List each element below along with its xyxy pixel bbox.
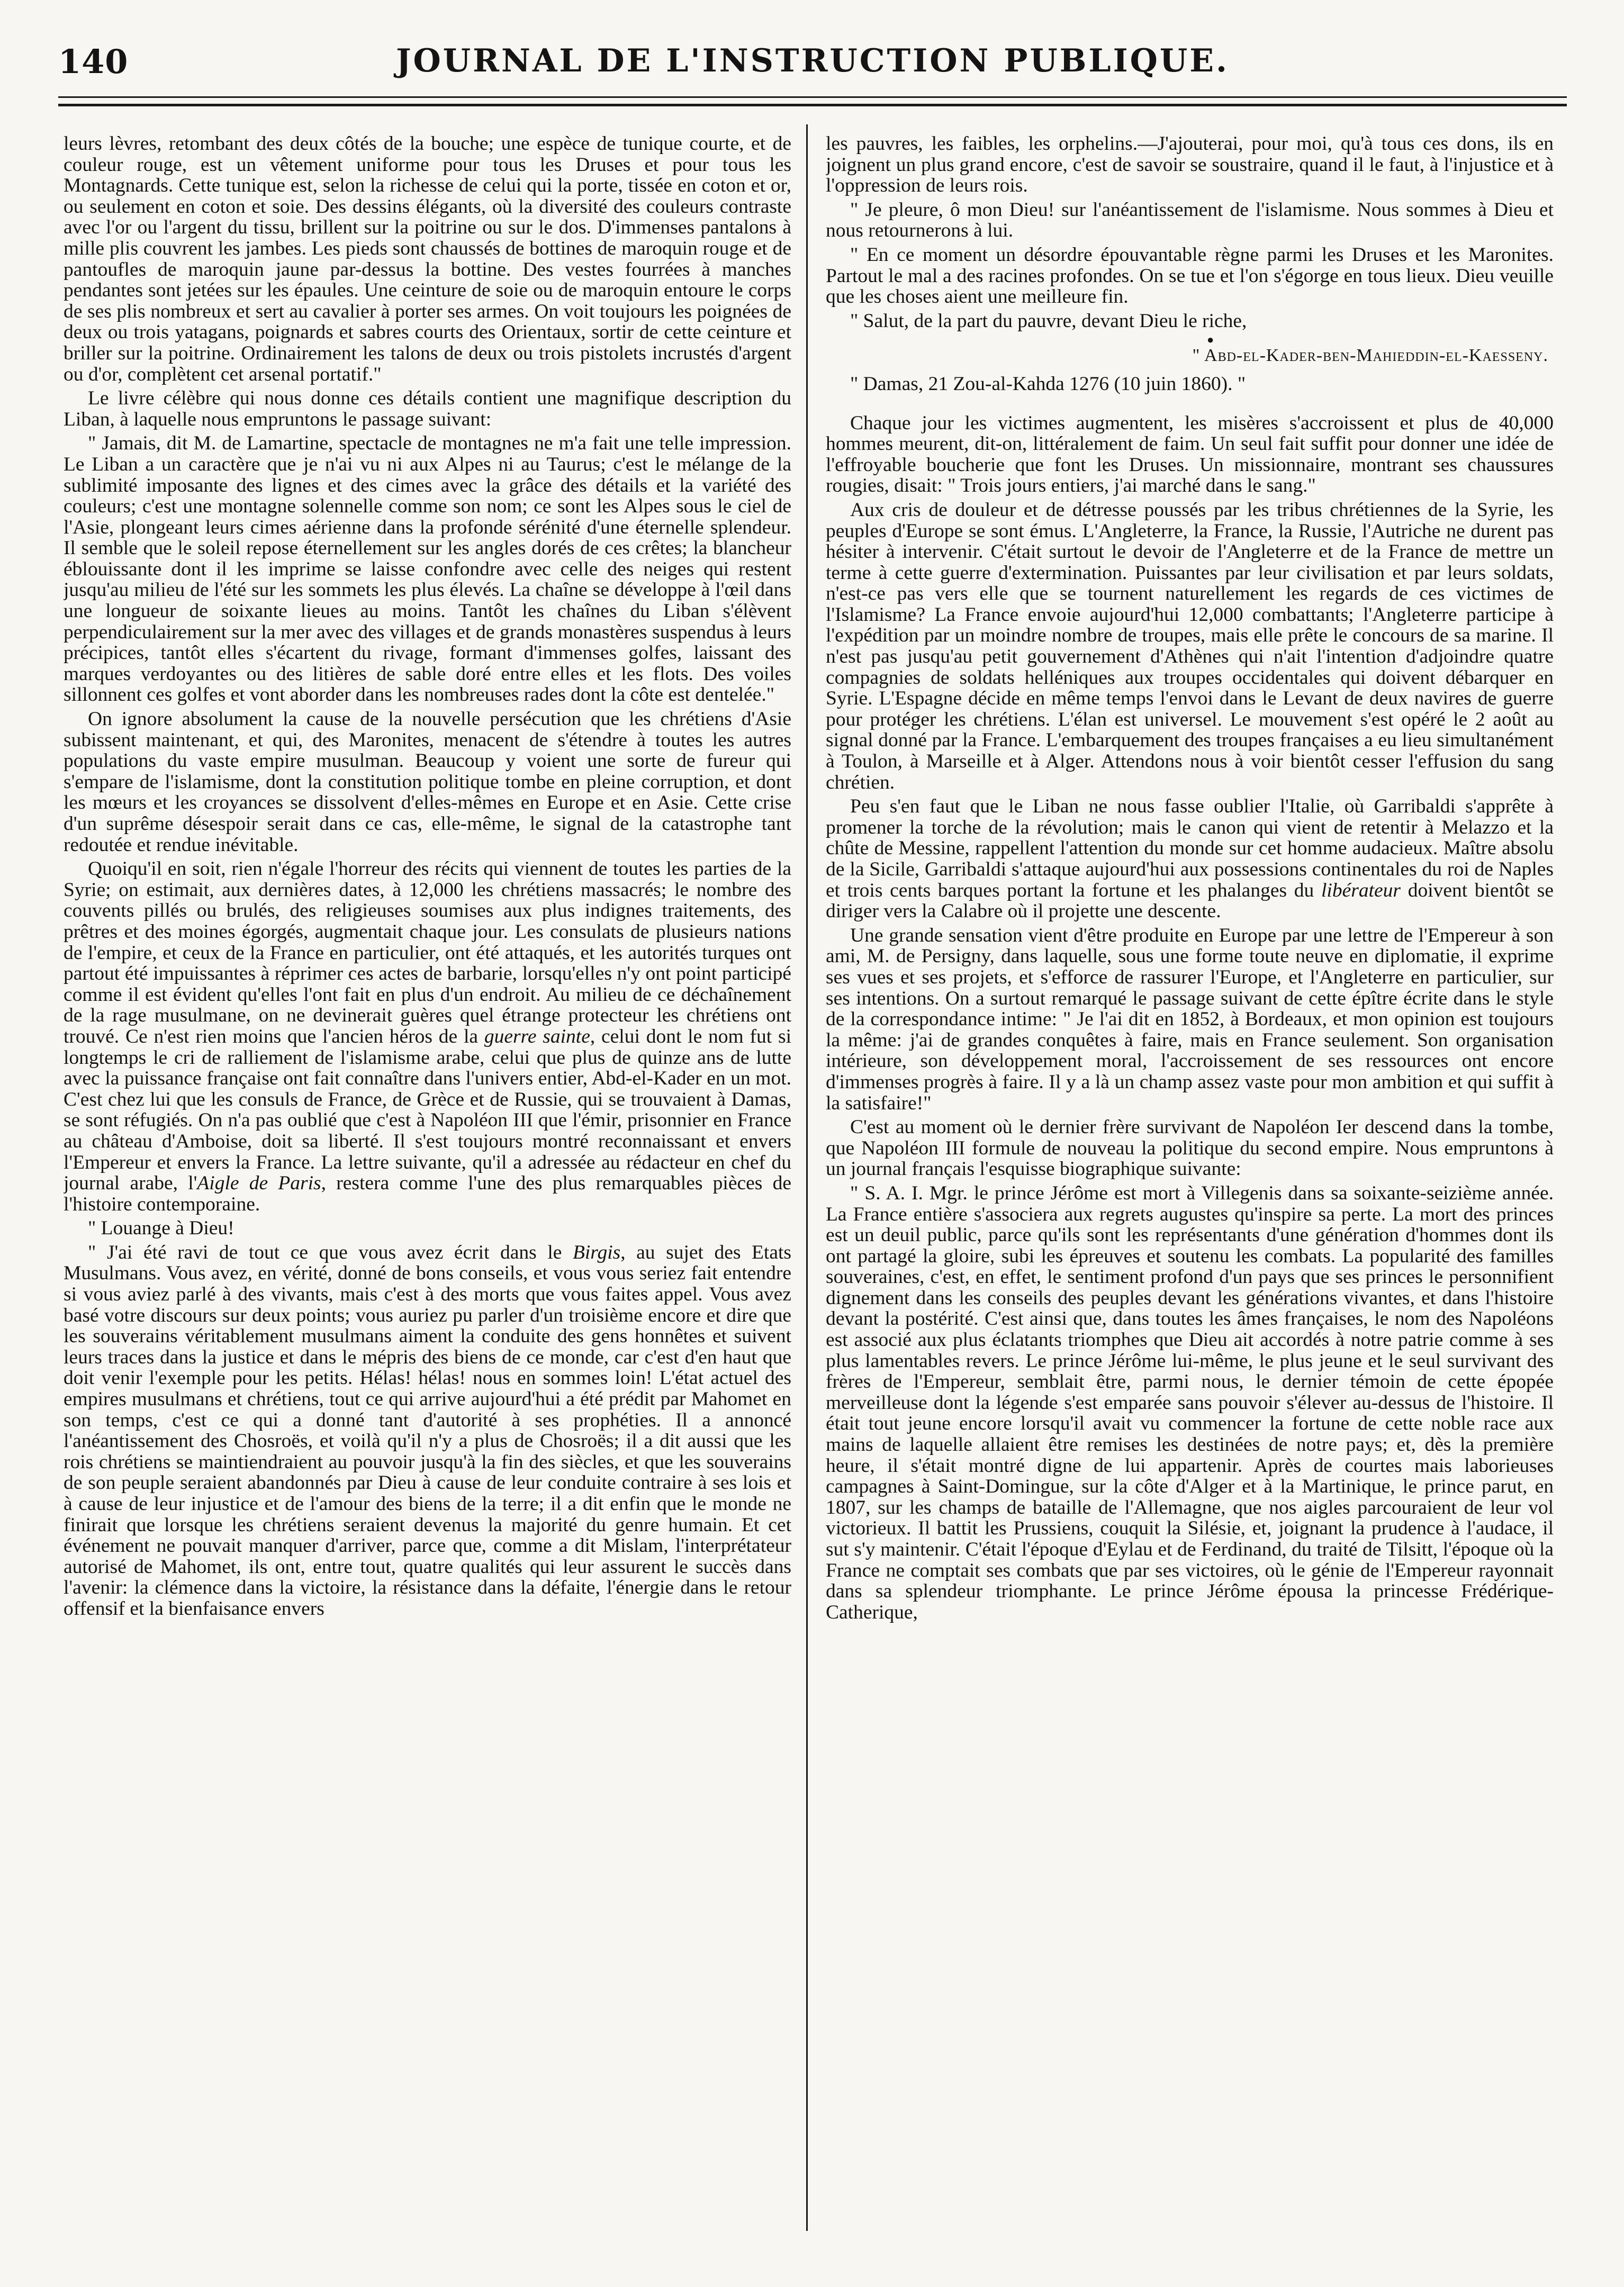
text-run: Quoiqu'il en soit, rien n'égale l'horreur des récits qui viennent de toutes les parties de la Syrie; on estimait, aux dernières dates, à 12,000 les chrétiens massacrés; le nombre des couvents pillés ou brulés, des religieuses soumises aux plus indignes traitements, des prêtres et des moines égorgés, augmentait chaque jour. Les consulats de plusieurs nations de l'empire, et ceux de la France en particulier, ont été attaqués, et les autorités turques ont partout été impuissantes à réprimer ces actes de barbarie, lorsqu'elles n'y ont point participé comme il est évident qu'elles l'ont fait en plus d'un endroit. Au milieu de ce déchaînement de la rage musulmane, on ne devinerait guères quel étrange protecteur les chrétiens ont trouvé. Ce n'est rien moins que l'ancien héros de la [64, 858, 791, 1047]
italic-text: Aigle de Paris [197, 1172, 321, 1195]
page-header [58, 42, 1567, 85]
paragraph: leurs lèvres, retombant des deux côtés de la bouche; une espèce de tunique courte, et de couleur rouge, est un vêtement uniforme pour tous les Druses et pour tous les Montagnards. Cette tunique est, selon la richesse de celui qui la porte, tissée en coton et or, ou seulement en coton et soie. Des dessins élégants, où la diversité des couleurs contraste avec l'or ou l'argent du tissu, brillent sur la poitrine ou sur le dos. D'immenses pantalons à mille plis couvrent les jambes. Les pieds sont chaussés de bottines de maroquin rouge et de pantoufles de maroquin jaune par-dessus la bottine. Des vestes fourrées à manches pendantes sont jetées sur les épaules. Une ceinture de soie ou de maroquin entoure le corps de ses plis nombreux et sert au cavalier à porter ses armes. On voit toujours les poignées de deux ou trois yatagans, poignards et sabres courts des Orientaux, sortir de cette ceinture et briller sur la poitrine. Ordinairement les talons de deux ou trois pistolets incrustés d'argent ou d'or, complètent cet arsenal portatif." [64, 133, 791, 385]
text-run: , celui dont le nom fut si longtemps le cri de ralliement de l'islamisme arabe, celui que plus de quinze ans de lutte avec la puissance française ont fait connaître dans l'univers entier, Abd-el-Kader en un mot. C'est chez lui que les consuls de France, de Grèce et de Russie, qui se trouvaient à Damas, se sont réfugiés. On n'a pas oublié que c'est à Napoléon III que l'émir, prisonnier en France au château d'Amboise, doit sa liberté. Il s'est toujours montré reconnaissant et envers l'Empereur et envers la France. La lettre suivante, qu'il a adressée au rédacteur en chef du journal arabe, l' [64, 1025, 791, 1195]
paragraph: Le livre célèbre qui nous donne ces détails contient une magnifique description du Liban, à laquelle nous empruntons le passage suivant: [64, 387, 791, 430]
text-run: , au sujet des Etats Musulmans. Vous avez, en vérité, donné de bons conseils, et vous vous seriez fait entendre si vous aviez parlé à des vivants, mais c'est à des morts que vous faites appel. Vous avez basé votre discours sur deux points; vous auriez pu parler d'un troisième encore et dire que les souverains véritablement musulmans aiment la conduite des gens honnêtes et suivent leurs traces dans la justice et dans le mépris des biens de ce monde, car c'est d'en haut que doit venir l'exemple pour les petits. Hélas! hélas! nous en sommes loin! L'état actuel des empires musulmans et chrétiens, tout ce qui arrive aujourd'hui a été prédit par Mahomet en son temps, c'est ce qui a donné tant d'autorité à ses prophéties. Il a annoncé l'anéantissement des Chosroës, et voilà qu'il n'y a plus de Chosroës; il a dit aussi que les rois chrétiens se maintiendraient au pouvoir jusqu'à la fin des siècles, et que les souverains de son peuple seraient abandonnés par Dieu à cause de leur conduite contraire à ses lois et à cause de leur injustice et de l'amour des biens de la terre; il a dit enfin que le monde ne finirait que lorsque les chrétiens seraient devenus la majorité du genre humain. Et cet événement ne pouvait manquer d'arriver, parce que, comme a dit Mislam, l'interprétateur autorisé de Mahomet, ils ont, entre tout, quatre qualités qui leur assurent le succès dans l'avenir: la clémence dans la victoire, la résistance dans la défaite, l'énergie dans le retour offensif et la bienfaisance envers [64, 1241, 791, 1620]
right-column [826, 133, 1554, 2229]
letter-continuation: les pauvres, les faibles, les orphelins.—J'ajouterai, pour moi, qu'à tous ces dons, ils en joignent un plus grand encore, c'est de savoir se soustraire, quand il le faut, à l'injustice et à l'oppression de leurs rois. [826, 133, 1554, 197]
letter-closing: " Salut, de la part du pauvre, devant Dieu le riche, [850, 310, 1247, 332]
paragraph: Chaque jour les victimes augmentent, les misères s'accroissent et plus de 40,000 hommes meurent, dit-on, littéralement de faim. Un seul fait suffit pour donner une idée de l'effroyable boucherie que font les Druses. Un missionnaire, montrant ses chaussures rougies, disait: " Trois jours entiers, j'ai marché dans le sang." [826, 412, 1554, 497]
letter-paragraph: " En ce moment un désordre épouvantable règne parmi les Druses et les Maronites. Partout le mal a des racines profondes. On se tue et l'on s'égorge en tous lieux. Dieu veuille que les choses aient une meilleure fin. [826, 243, 1554, 308]
italic-text: guerre sainte [484, 1025, 590, 1047]
quotation: " Jamais, dit M. de Lamartine, spectacle de montagnes ne m'a fait une telle impression. Le Liban a un caractère que je n'ai vu ni aux Alpes ni au Taurus; c'est le mélange de la sublimité imposante des lignes et des cimes avec la grâce des détails et la variété des couleurs; c'est une montagne solennelle comme son nom; ce sont les Alpes sous le ciel de l'Asie, plongeant leurs cimes aérienne dans la profonde sérénité d'une éternelle splendeur. Il semble que le soleil repose éternellement sur les angles dorés de ces crêtes; la blancheur éblouissante dont il les imprime se laisse confondre avec celle des neiges qui restent jusqu'au milieu de l'été sur les sommets les plus élevés. La chaîne se développe à l'œil dans une longueur de soixante lieues au moins. Tantôt les chaînes du Liban s'élèvent perpendiculairement sur la mer avec des villages et de grands monastères suspendus à leurs précipices, tantôt elles s'écartent du rivage, formant d'immenses golfes, laissant des marques verdoyantes ou des litières de sable doré entre elles et les flots. Des voiles sillonnent ces golfes et vont aborder dans les nombreuses rades dont la côte est dentelée." [64, 432, 791, 706]
text-run: Peu s'en faut que le Liban ne nous fasse oublier l'Italie, où Garribaldi s'apprête à promener la torche de la révolution; mais le canon qui vient de retentir à Melazzo et la chûte de Messine, rappellent l'attention du monde sur cet homme audacieux. Maître absolu de la Sicile, Garribaldi s'attaque aujourd'hui aux possessions continentales du roi de Naples et trois cents barques portant la fortune et les phalanges du [826, 796, 1554, 901]
text-run: doivent bientôt se diriger vers la Calabre où il projette une descente. [826, 879, 1554, 923]
text-run: " J'ai été ravi de tout ce que vous avez écrit dans le [88, 1241, 573, 1263]
paragraph: Aux cris de douleur et de détresse poussés par les tribus chrétiennes de la Syrie, les peuples d'Europe se sont émus. L'Angleterre, la France, la Russie, l'Autriche ne durent pas hésiter à intervenir. C'était surtout le devoir de l'Angleterre et de la France de mettre un terme à cette guerre d'extermination. Puissantes par leur civilisation et par leurs soldats, n'est-ce pas vers elle que se tournent naturellement les regards de ces victimes de l'Islamisme? La France envoie aujourd'hui 12,000 combattants; l'Angleterre participe à l'expédition par un moindre nombre de troupes, mais elle prête le concours de sa marine. Il n'est pas jusqu'au petit gouvernement d'Athènes qui n'ait l'intention d'adjoindre quatre compagnies de soldats helléniques aux troupes occidentales qui doivent débarquer en Syrie. L'Espagne décide en même temps l'envoi dans le Levant de deux navires de guerre pour protéger les chrétiens. L'élan est universel. Le mouvement s'est opéré le 2 août au signal donné par la France. L'embarquement des troupes françaises a eu lieu simultanément à Toulon, à Marseille et à Alger. Attendons nous à voir bientôt cesser l'effusion du sang chrétien. [826, 499, 1554, 793]
page-number: 140 [58, 42, 129, 81]
paragraph: C'est au moment où le dernier frère survivant de Napoléon Ier descend dans la tombe, que Napoléon III formule de nouveau la politique du second empire. Nous empruntons à un journal français l'esquisse biographique suivante: [826, 1116, 1554, 1180]
paragraph: On ignore absolument la cause de la nouvelle persécution que les chrétiens d'Asie subissent maintenant, et qui, des Maronites, menacent de s'étendre à toutes les autres populations du vaste empire musulman. Beaucoup y voient une sorte de fureur qui s'empare de l'islamisme, dont la constitution politique tombe en pleine corruption, et dont les mœurs et les croyances se dissolvent d'elles-mêmes en Europe et en Asie. Cette crise d'un suprême désespoir serait dans ce cas, elle-même, le signal de la catastrophe tant redoutée et rendue inévitable. [64, 708, 791, 856]
letter-signature: " Abd-el-Kader-ben-Mahieddin-el-Kaesseny. [1192, 346, 1548, 366]
paragraph [826, 796, 1554, 922]
letter-paragraph: " Je pleure, ô mon Dieu! sur l'anéantissement de l'islamisme. Nous sommes à Dieu et nous retournerons à lui. [826, 198, 1554, 242]
quotation: " S. A. I. Mgr. le prince Jérôme est mort à Villegenis dans sa soixante-seizième année. La France entière s'associera aux regrets augustes qu'inspire sa perte. La mort des princes est un deuil public, parce qu'ils sont les représentants d'une génération d'hommes dont ils ont partagé la gloire, subi les épreuves et soutenu les combats. La popularité des familles souveraines, c'est, en effet, le sentiment profond d'un pays que ses princes le personnifient dignement dans les conseils des peuples devant les générations vivantes, et dans l'histoire devant la postérité. C'est ainsi que, dans toutes les âmes françaises, le nom des Napoléons est associé aux plus éclatants triomphes que Dieu ait accordés à notre patrie comme à ses plus lamentables revers. Le prince Jérôme lui-même, le plus jeune et le seul survivant des frères de l'Empereur, semblait être, parmi nous, le dernier témoin de cette épopée merveilleuse dont la légende s'est emparée sans pouvoir s'élever au-dessus de l'histoire. Il était tout jeune encore lorsqu'il avait vu commencer la fortune de cette noble race aux mains de laquelle allaient être remises les destinées de notre pays; et, dès la première heure, il s'était montré digne de lui appartenir. Après de courtes mais laborieuses campagnes à Saint-Domingue, sur la côte d'Alger et à la Martinique, le prince parut, en 1807, sur les champs de bataille de l'Allemagne, que nos aigles parcouraient de leur vol victorieux. Il battit les Prussiens, couquit la Silésie, et, joignant la prudence à l'audace, il sut s'y maintenir. C'était l'époque d'Eylau et de Ferdinand, du traité de Tilsitt, l'époque où la France ne comptait ses combats que par ses victoires, où le génie de l'Empereur rayonnait dans sa splendeur triomphante. Le prince Jérôme épousa la princesse Frédérique-Catherique, [826, 1182, 1554, 1623]
running-title: JOURNAL DE L'INSTRUCTION PUBLIQUE. [396, 42, 1229, 79]
text-run: , restera comme l'une des plus remarquables pièces de l'histoire contemporaine. [64, 1172, 791, 1215]
italic-text: libérateur [1321, 879, 1401, 901]
letter-salutation: " Louange à Dieu! [88, 1217, 234, 1240]
left-column [64, 133, 791, 2229]
spacer [826, 398, 1554, 413]
letter-body [64, 1242, 791, 1620]
header-rule-thick [58, 104, 1567, 106]
paragraph [64, 858, 791, 1215]
italic-text: Birgis [572, 1241, 621, 1263]
ornament-dot: ● [1207, 333, 1214, 347]
paragraph: Une grande sensation vient d'être produite en Europe par une lettre de l'Empereur à son ami, M. de Persigny, dans laquelle, sous une forme toute neuve en diplomatie, il exprime ses vues et ses projets, et s'efforce de rassurer l'Europe, et l'Angleterre en particulier, sur ses intentions. On a surtout remarqué le passage suivant de cette épître écrite dans le style de la correspondance intime: " Je l'ai dit en 1852, à Bordeaux, et mon opinion est toujours la même: j'ai de grandes conquêtes à faire, mais en France seulement. Son organisation intérieure, son développement moral, l'accroissement de ses ressources ont encore d'immenses progrès à faire. Il y a là un champ assez vaste pour mon ambition et qui suffit à la satisfaire!" [826, 924, 1554, 1114]
column-divider [806, 124, 808, 2231]
letter-date: " Damas, 21 Zou-al-Kahda 1276 (10 juin 1860). " [850, 373, 1246, 395]
header-rule-thin [58, 96, 1567, 98]
